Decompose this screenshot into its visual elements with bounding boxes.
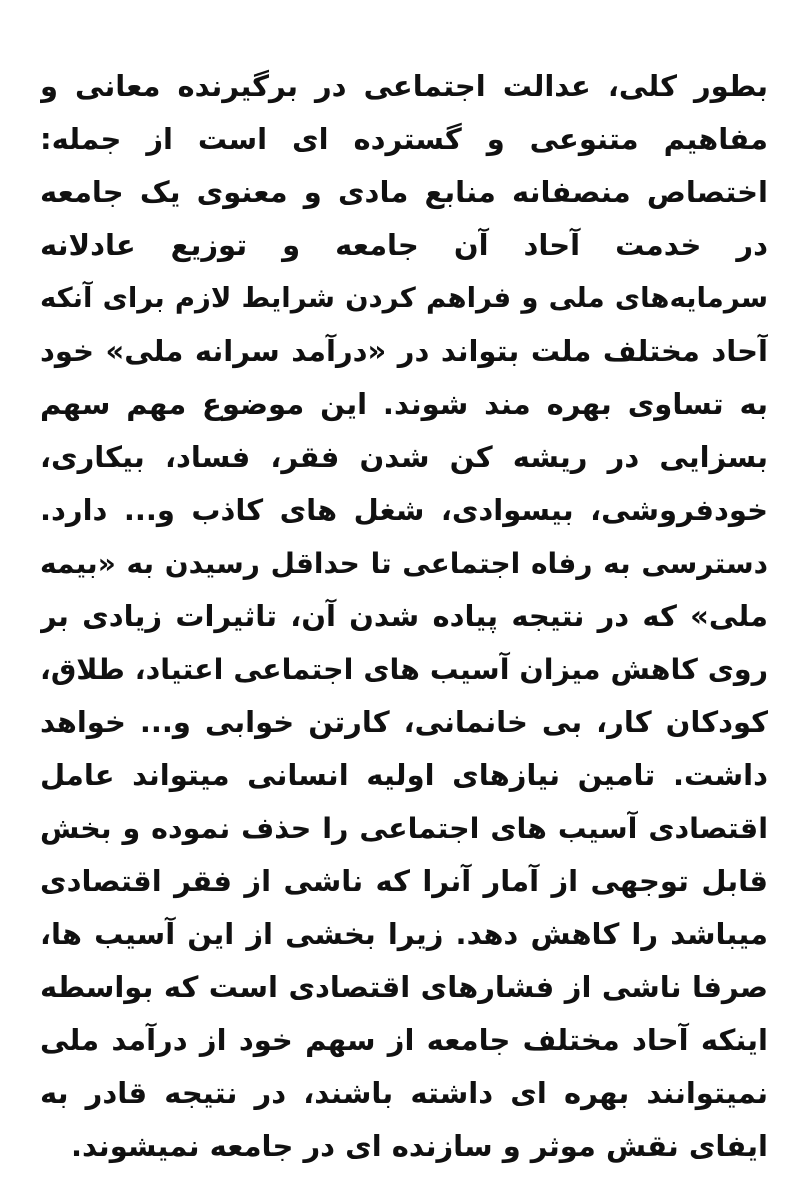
text-line: بسزایی در ریشه کن شدن فقر، فساد، بیکاری، [40,440,768,474]
text-line: مفاهیم متنوعی و گسترده ای است از جمله: [40,122,768,156]
text-line: ملی» که در نتیجه پیاده شدن آن، تاثیرات زیادی بر [40,599,768,633]
text-line: به تساوی بهره مند شوند. این موضوع مهم سهم [40,387,768,421]
text-line: میباشد را کاهش دهد. زیرا بخشی از این آسیب ها، [40,917,768,951]
text-line: اختصاص منصفانه منابع مادی و معنوی یک جامعه [40,175,768,209]
text-line: داشت. تامین نیازهای اولیه انسانی میتواند عامل [40,758,768,792]
text-line: کودکان کار، بی خانمانی، کارتن خوابی و... خواهد [40,705,768,739]
text-line: روی کاهش میزان آسیب های اجتماعی اعتیاد، طلاق، [40,653,768,686]
text-line: نمیتوانند بهره ای داشته باشند، در نتیجه قادر به [40,1076,768,1110]
text-line: قابل توجهی از آمار آنرا که ناشی از فقر اقتصادی [40,864,768,898]
text-line: صرفا ناشی از فشارهای اقتصادی است که بواسطه [40,970,768,1004]
text-line: در خدمت آحاد آن جامعه و توزیع عادلانه [40,228,768,262]
text-line: اقتصادی آسیب های اجتماعی را حذف نموده و بخش [40,812,768,845]
text-line: دسترسی به رفاه اجتماعی تا حداقل رسیدن به «بیمه [40,547,768,580]
text-line: ایفای نقش موثر و سازنده ای در جامعه نمیشوند. [71,1129,768,1163]
text-line: بطور کلی، عدالت اجتماعی در برگیرنده معانی و [40,69,768,103]
text-line: سرمایه‌های ملی و فراهم کردن شرایط لازم برای آنکه [40,282,768,314]
text-line: اینکه آحاد مختلف جامعه از سهم خود از درآمد ملی [40,1023,768,1057]
body-paragraph [40,60,768,1173]
text-line: آحاد مختلف ملت بتواند در «درآمد سرانه ملی» خود [40,334,768,368]
text-line: خودفروشی، بیسوادی، شغل های کاذب و... دارد. [40,493,768,527]
